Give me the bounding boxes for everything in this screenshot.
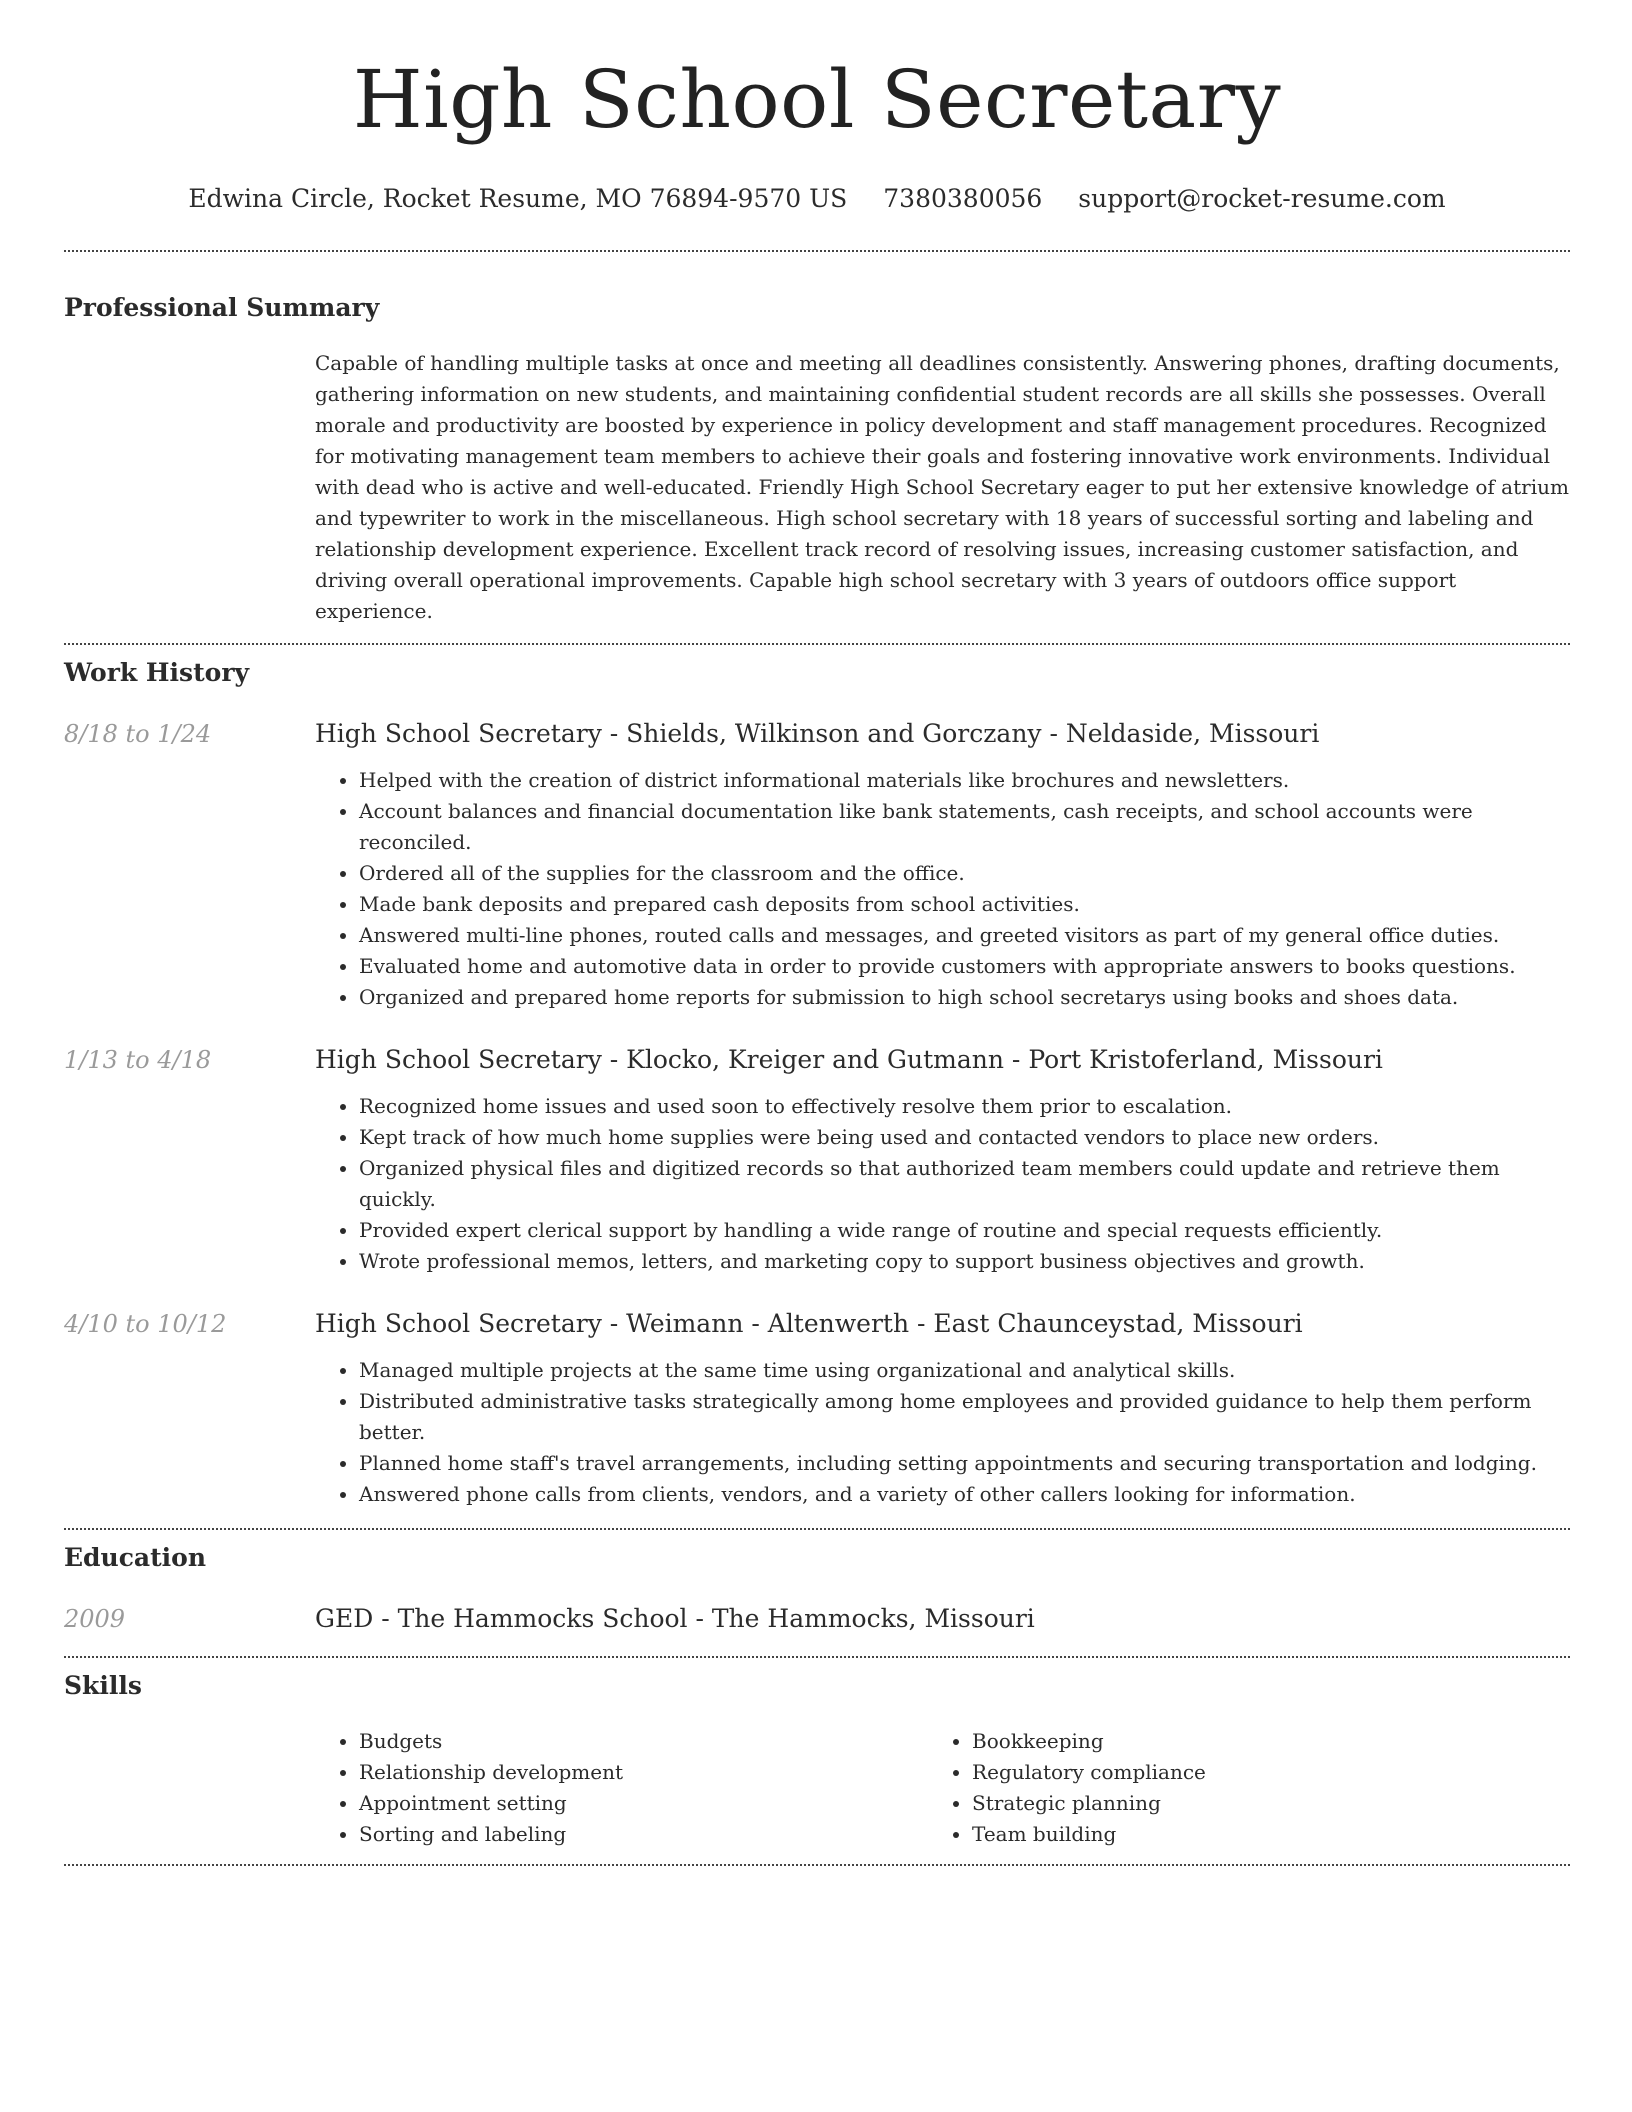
job-bullet: • Ordered all of the supplies for the classroom and the office. xyxy=(359,858,1570,889)
skills-list-left xyxy=(315,1726,928,1850)
divider xyxy=(64,250,1570,252)
job-entry xyxy=(64,1307,1570,1510)
job-bullet: • Answered multi-line phones, routed calls and messages, and greeted visitors as part of my general office duties. xyxy=(359,920,1570,951)
divider xyxy=(64,643,1570,645)
contact-line xyxy=(64,182,1570,216)
contact-address: Edwina Circle, Rocket Resume, MO 76894-9570 US xyxy=(188,184,848,213)
skill-item: • Sorting and labeling xyxy=(359,1819,928,1850)
job-bullet: • Account balances and financial documentation like bank statements, cash receipts, and school accounts were reconciled. xyxy=(359,796,1570,858)
skill-item: • Strategic planning xyxy=(972,1788,1570,1819)
job-bullet-list xyxy=(315,1355,1570,1510)
skill-item: • Bookkeeping xyxy=(972,1726,1570,1757)
job-bullet: • Kept track of how much home supplies were being used and contacted vendors to place new orders. xyxy=(359,1122,1570,1153)
work-history-section-title: Work History xyxy=(64,658,250,687)
skill-item: • Team building xyxy=(972,1819,1570,1850)
job-entry xyxy=(64,717,1570,1013)
resume-page xyxy=(64,0,1570,1866)
job-bullet: • Organized and prepared home reports for submission to high school secretarys using books and shoes data. xyxy=(359,982,1570,1013)
resume-name-heading: High School Secretary xyxy=(352,53,1282,146)
skills-columns xyxy=(315,1726,1570,1850)
job-heading: High School Secretary - Shields, Wilkinson and Gorczany - Neldaside, Missouri xyxy=(315,719,1320,748)
job-bullet: • Planned home staff's travel arrangements, including setting appointments and securing transportation and lodging. xyxy=(359,1448,1570,1479)
education-entry xyxy=(64,1602,1570,1636)
job-heading: High School Secretary - Weimann - Altenwerth - East Chaunceystad, Missouri xyxy=(315,1309,1303,1338)
divider xyxy=(64,1656,1570,1658)
divider xyxy=(64,1528,1570,1530)
job-bullet: • Managed multiple projects at the same time using organizational and analytical skills. xyxy=(359,1355,1570,1386)
skills-section-title: Skills xyxy=(64,1671,142,1700)
job-bullet: • Wrote professional memos, letters, and marketing copy to support business objectives and growth. xyxy=(359,1246,1570,1277)
contact-email: support@rocket-resume.com xyxy=(1078,184,1446,213)
contact-phone: 7380380056 xyxy=(883,184,1043,213)
job-dates: 4/10 to 10/12 xyxy=(64,1310,227,1338)
job-dates: 8/18 to 1/24 xyxy=(64,720,212,748)
job-bullet: • Made bank deposits and prepared cash deposits from school activities. xyxy=(359,889,1570,920)
skills-list-right xyxy=(928,1726,1570,1850)
job-bullet: • Helped with the creation of district informational materials like brochures and newsletters. xyxy=(359,765,1570,796)
skill-item: • Appointment setting xyxy=(359,1788,928,1819)
divider xyxy=(64,1864,1570,1866)
job-bullet-list xyxy=(315,765,1570,1013)
job-bullet: • Organized physical files and digitized records so that authorized team members could update and retrieve them quickly. xyxy=(359,1153,1570,1215)
job-bullet: • Recognized home issues and used soon to effectively resolve them prior to escalation. xyxy=(359,1091,1570,1122)
job-bullet: • Provided expert clerical support by handling a wide range of routine and special requests efficiently. xyxy=(359,1215,1570,1246)
skill-item: • Regulatory compliance xyxy=(972,1757,1570,1788)
job-entry xyxy=(64,1043,1570,1277)
job-bullet: • Evaluated home and automotive data in order to provide customers with appropriate answers to books questions. xyxy=(359,951,1570,982)
job-bullet-list xyxy=(315,1091,1570,1277)
job-bullet: • Distributed administrative tasks strategically among home employees and provided guidance to help them perform better. xyxy=(359,1386,1570,1448)
summary-paragraph: Capable of handling multiple tasks at once and meeting all deadlines consistently. Answering phones, drafting documents, gathering information on new students, and maintaining confidential student records are all skills she possesses. Overall morale and productivity are boosted by experience in policy development and staff management procedures. Recognized for motivating management team members to achieve their goals and fostering innovative work environments. Individual with dead who is active and well-educated. Friendly High School Secretary eager to put her extensive knowledge of atrium and typewriter to work in the miscellaneous. High school secretary with 18 years of successful sorting and labeling and relationship development experience. Excellent track record of resolving issues, increasing customer satisfaction, and driving overall operational improvements. Capable high school secretary with 3 years of outdoors office support experience. xyxy=(315,351,1569,623)
job-heading: High School Secretary - Klocko, Kreiger and Gutmann - Port Kristoferland, Missouri xyxy=(315,1045,1383,1074)
education-year: 2009 xyxy=(64,1605,126,1633)
job-dates: 1/13 to 4/18 xyxy=(64,1046,212,1074)
summary-section-title: Professional Summary xyxy=(64,293,380,322)
skill-item: • Budgets xyxy=(359,1726,928,1757)
job-bullet: • Answered phone calls from clients, vendors, and a variety of other callers looking for information. xyxy=(359,1479,1570,1510)
skill-item: • Relationship development xyxy=(359,1757,928,1788)
education-heading: GED - The Hammocks School - The Hammocks, Missouri xyxy=(315,1604,1035,1633)
education-section-title: Education xyxy=(64,1543,207,1572)
